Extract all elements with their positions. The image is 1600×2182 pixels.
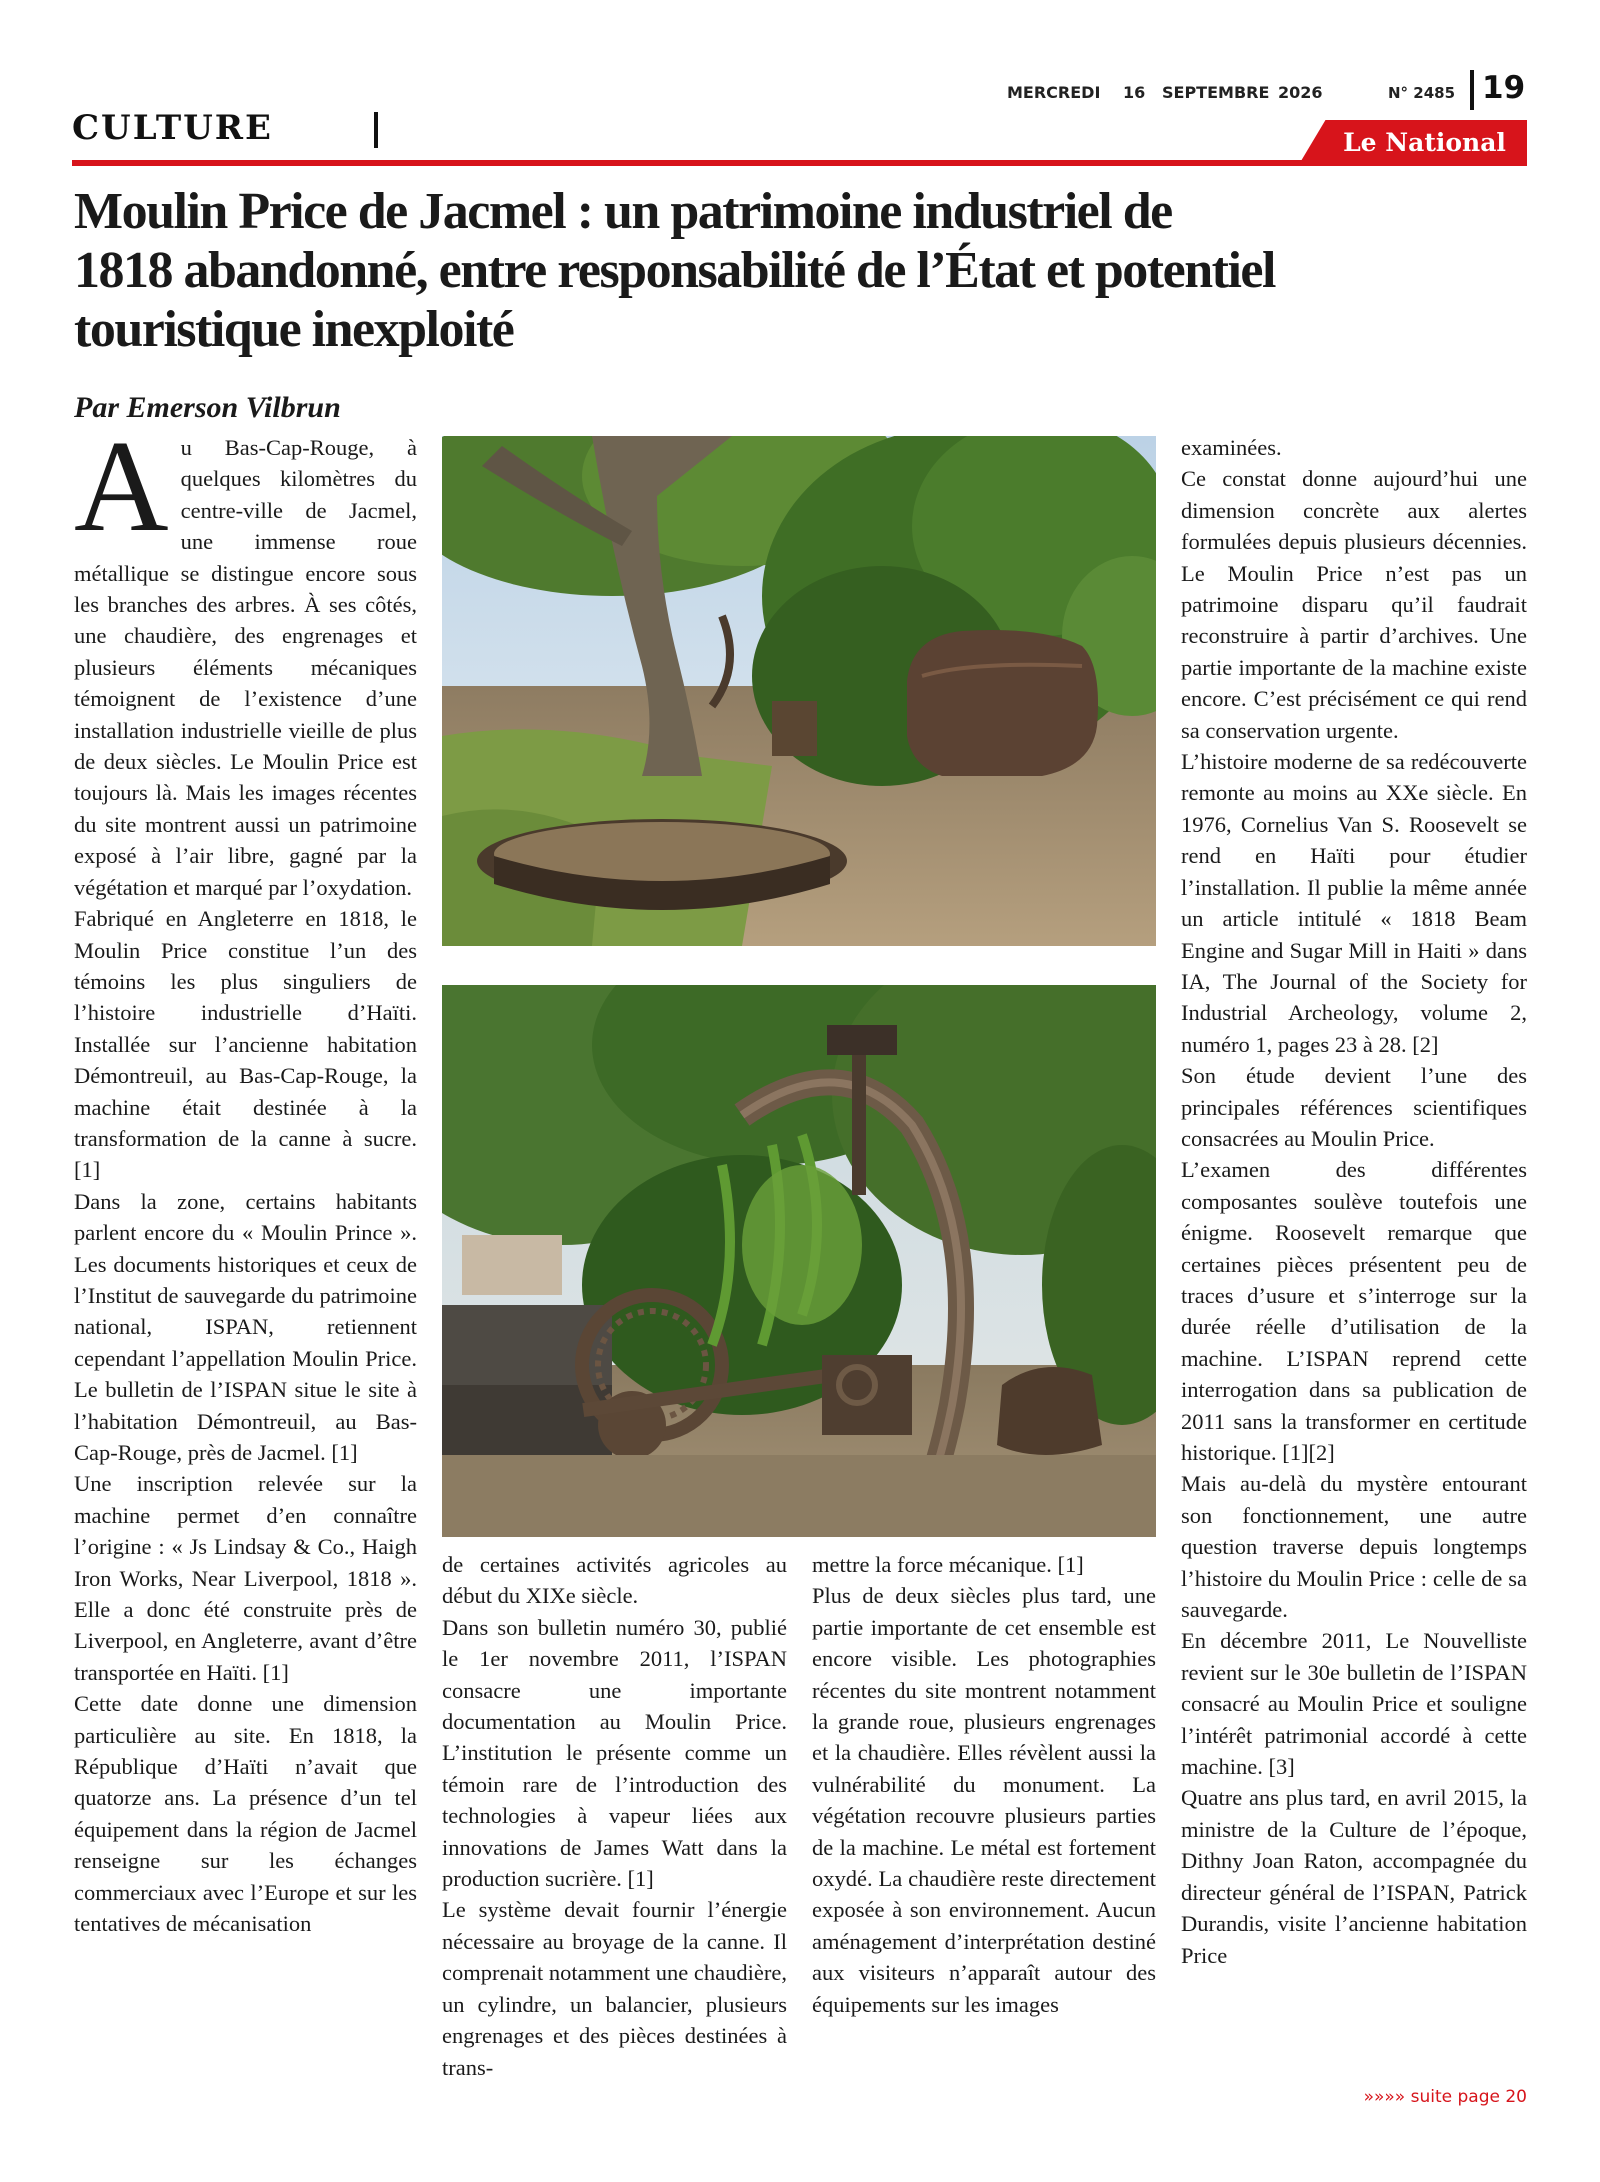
paragraph: mettre la force mécanique. [1] xyxy=(812,1552,1084,1577)
brand-logo: Le National xyxy=(1343,128,1506,157)
paragraph: Quatre ans plus tard, en avril 2015, la ministre de la Culture de l’époque, Dithny Joan Raton, accompagnée du directeur général de l’ISPAN, Patrick Durandis, visite l’ancienne habitation Price xyxy=(1181,1785,1527,1968)
headline-line: touristique inexploité xyxy=(74,301,514,358)
article-column-2 xyxy=(442,1549,787,2083)
paragraph: examinées. xyxy=(1181,435,1282,460)
paragraph: L’examen des différentes composantes soulève toutefois une énigme. Roosevelt remarque que certaines pièces présentent peu de traces d’usure et s’interroge sur la durée réelle d’utilisation de la machine. L’ISPAN reprend cette interrogation dans sa publication de 2011 sans la transformer en certitude historique. [1][2] xyxy=(1181,1157,1527,1465)
page-number-divider xyxy=(1470,70,1474,110)
paragraph: Dans son bulletin numéro 30, publié le 1er novembre 2011, l’ISPAN consacre une importante documentation au Moulin Price. L’institution le présente comme un témoin rare de l’introduction des technologies à vapeur liées aux innovations de James Watt dans la production sucrière. [1] xyxy=(442,1614,787,1892)
photo-wheel-and-gears xyxy=(442,985,1156,1537)
headline-line: Moulin Price de Jacmel : un patrimoine industriel de xyxy=(74,183,1172,240)
date-month: SEPTEMBRE xyxy=(1162,83,1270,102)
issue-number: N° 2485 xyxy=(1388,84,1456,102)
paragraph: En décembre 2011, Le Nouvelliste revient sur le 30e bulletin de l’ISPAN consacré au Moulin Price et souligne l’intérêt patrimonial accordé à cette machine. [3] xyxy=(1181,1628,1527,1780)
page-number: 19 xyxy=(1482,70,1526,106)
article-column-3 xyxy=(812,1549,1156,2020)
paragraph: Fabriqué en Angleterre en 1818, le Moulin Price constitue l’un des témoins les plus singuliers de l’histoire industrielle d’Haïti. Installée sur l’ancienne habitation Démontreuil, au Bas-Cap-Rouge, la machine était destinée à la transformation de la canne à sucre. [1] xyxy=(74,906,417,1183)
continued-on-page-link[interactable]: »»»» suite page 20 xyxy=(1363,2087,1527,2107)
date-day: 16 xyxy=(1123,83,1146,102)
paragraph: Le système devait fournir l’énergie nécessaire au broyage de la canne. Il comprenait notamment une chaudière, un cylindre, un balancier, plusieurs engrenages et des pièces destinées à trans- xyxy=(442,1897,787,2080)
date-year: 2026 xyxy=(1278,83,1323,102)
photo-illustration xyxy=(442,985,1156,1537)
paragraph: L’histoire moderne de sa redécouverte remonte au moins au XXe siècle. En 1976, Cornelius Van S. Roosevelt se rend en Haïti pour étudier l’installation. Il publie la même année un article intitulé « 1818 Beam Engine and Sugar Mill in Haiti » dans IA, The Journal of the Society for Industrial Archeology, volume 2, numéro 1, pages 23 à 28. [2] xyxy=(1181,749,1527,1057)
paragraph xyxy=(74,414,417,903)
byline: Par Emerson Vilbrun xyxy=(74,391,341,424)
section-divider xyxy=(374,112,378,148)
paragraph: Plus de deux siècles plus tard, une partie importante de cet ensemble est encore visible. Les photographies récentes du site montrent notamment la grande roue, plusieurs engrenages et la chaudière. Elles révèlent aussi la vulnérabilité du monument. La végétation recouvre plusieurs parties de la machine. Le métal est fortement oxydé. La chaudière reste directement exposée à son environnement. Aucun aménagement d’interprétation destiné aux visiteurs n’apparaît autour des équipements sur les images xyxy=(812,1583,1156,2017)
paragraph: Son étude devient l’une des principales références scientifiques consacrées au Moulin Price. xyxy=(1181,1063,1527,1151)
paragraph-text: u Bas-Cap-Rouge, à quelques kilomètres du centre-ville de Jacmel, une immense roue métallique se distingue encore sous les branches des arbres. À ses côtés, une chaudière, des engrenages et plusieurs éléments mécaniques témoignent de l’existence d’une installation industrielle vieille de plus de deux siècles. Le Moulin Price est toujours là. Mais les images récentes du site montrent aussi un patrimoine exposé à l’air libre, gagné par la végétation et marqué par l’oxydation. xyxy=(74,435,417,900)
section-label: CULTURE xyxy=(72,108,273,148)
header-rule xyxy=(72,160,1527,166)
headline-line: 1818 abandonné, entre responsabilité de l’État et potentiel xyxy=(74,242,1275,299)
drop-cap: A xyxy=(74,414,169,559)
headline xyxy=(74,182,1514,359)
article-column-4 xyxy=(1181,432,1527,1971)
paragraph: Cette date donne une dimension particulière au site. En 1818, la République d’Haïti n’avait que quatorze ans. La présence d’un tel équipement dans la région de Jacmel renseigne sur les échanges commerciaux avec l’Europe et sur les tentatives de mécanisation xyxy=(74,1691,417,1937)
date-weekday: MERCREDI xyxy=(1007,83,1101,102)
paragraph: Dans la zone, certains habitants parlent encore du « Moulin Prince ». Les documents historiques et ceux de l’Institut de sauvegarde du patrimoine national, ISPAN, retiennent cependant l’appellation Moulin Price. Le bulletin de l’ISPAN situe le site à l’habitation Démontreuil, au Bas-Cap-Rouge, près de Jacmel. [1] xyxy=(74,1188,417,1465)
photo-boiler-under-trees xyxy=(442,436,1156,946)
paragraph: Mais au-delà du mystère entourant son fonctionnement, une autre question traverse depuis longtemps l’histoire du Moulin Price : celle de sa sauvegarde. xyxy=(1181,1471,1527,1623)
photo-illustration xyxy=(442,436,1156,946)
paragraph: de certaines activités agricoles au début du XIXe siècle. xyxy=(442,1552,787,1609)
paragraph: Ce constat donne aujourd’hui une dimension concrète aux alertes formulées depuis plusieurs décennies. Le Moulin Price n’est pas un patrimoine disparu qu’il faudrait reconstruire à partir d’archives. Une partie importante de la machine existe encore. C’est précisément ce qui rend sa conservation urgente. xyxy=(1181,466,1527,743)
paragraph: Une inscription relevée sur la machine permet d’en connaître l’origine : « Js Lindsay & Co., Haigh Iron Works, Near Liverpool, 1818 ». Elle a donc été construite près de Liverpool, en Angleterre, avant d’être transportée en Haïti. [1] xyxy=(74,1471,417,1685)
article-column-1 xyxy=(74,414,417,1940)
